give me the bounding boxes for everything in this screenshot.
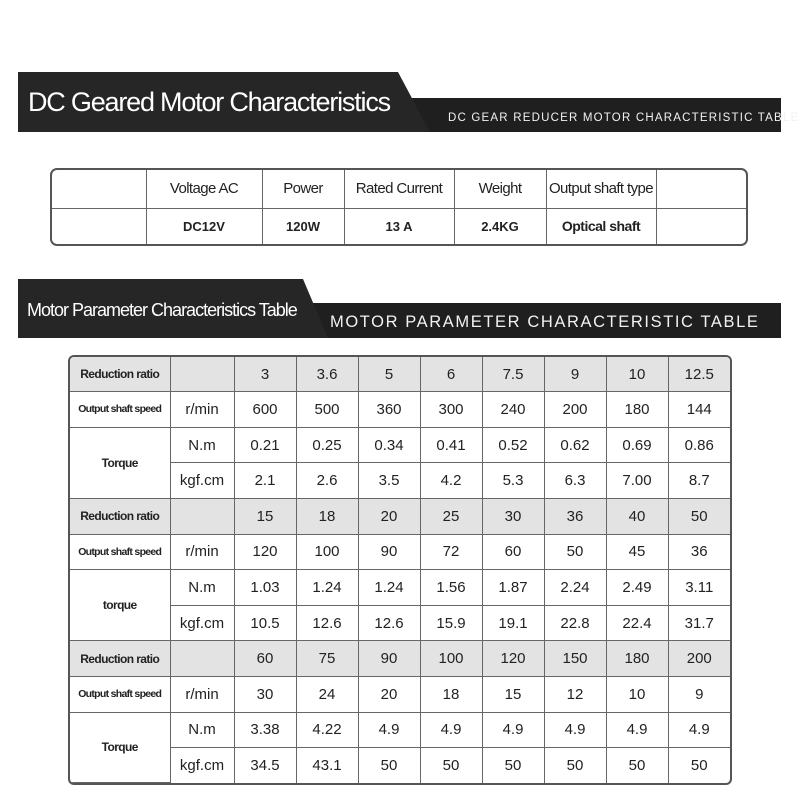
speed-value: 144 <box>668 392 730 428</box>
speed-value: 18 <box>420 677 482 713</box>
spec-header-row <box>52 170 746 208</box>
ratio-value: 60 <box>234 641 296 677</box>
ratio-value: 120 <box>482 641 544 677</box>
torque-label: torque <box>70 570 170 641</box>
torque-kgf-value: 4.2 <box>420 463 482 499</box>
torque-unit-kgf: kgf.cm <box>170 748 234 783</box>
ratio-value: 18 <box>296 498 358 534</box>
output-speed-row <box>70 677 730 713</box>
torque-kgf-value: 50 <box>358 748 420 783</box>
output-speed-row <box>70 392 730 428</box>
torque-nm-value: 1.24 <box>296 570 358 606</box>
torque-kgf-value: 8.7 <box>668 463 730 499</box>
spec-header-weight: Weight <box>454 170 546 208</box>
spec-empty-cell <box>656 170 746 208</box>
torque-nm-value: 4.9 <box>544 712 606 748</box>
torque-nm-row <box>70 570 730 606</box>
spec-empty-cell <box>52 170 146 208</box>
page-subtitle: DC GEAR REDUCER MOTOR CHARACTERISTIC TABLE <box>448 112 800 124</box>
torque-kgf-value: 22.4 <box>606 605 668 641</box>
spec-table <box>52 170 746 244</box>
torque-nm-value: 0.34 <box>358 427 420 463</box>
speed-value: 24 <box>296 677 358 713</box>
speed-value: 72 <box>420 534 482 570</box>
spec-value-voltage: DC12V <box>146 208 262 244</box>
param-title: Motor Parameter Characteristics Table <box>27 300 297 320</box>
output-speed-row <box>70 534 730 570</box>
ratio-value: 40 <box>606 498 668 534</box>
spec-value-weight: 2.4KG <box>454 208 546 244</box>
torque-nm-value: 2.24 <box>544 570 606 606</box>
reduction-ratio-row <box>70 357 730 392</box>
reduction-ratio-label: Reduction ratio <box>70 357 170 392</box>
torque-kgf-value: 50 <box>668 748 730 783</box>
torque-unit-kgf: kgf.cm <box>170 463 234 499</box>
speed-unit: r/min <box>170 534 234 570</box>
speed-value: 36 <box>668 534 730 570</box>
torque-unit-nm: N.m <box>170 712 234 748</box>
torque-nm-value: 4.9 <box>668 712 730 748</box>
torque-nm-value: 1.87 <box>482 570 544 606</box>
param-table-frame <box>68 355 732 785</box>
ratio-value: 6 <box>420 357 482 392</box>
torque-nm-value: 1.03 <box>234 570 296 606</box>
torque-kgf-value: 12.6 <box>358 605 420 641</box>
ratio-value: 20 <box>358 498 420 534</box>
torque-kgf-value: 2.6 <box>296 463 358 499</box>
speed-value: 50 <box>544 534 606 570</box>
spec-value-shaft: Optical shaft <box>546 208 656 244</box>
torque-nm-value: 0.86 <box>668 427 730 463</box>
reduction-ratio-row <box>70 498 730 534</box>
spec-header-shaft: Output shaft type <box>546 170 656 208</box>
speed-value: 15 <box>482 677 544 713</box>
spec-value-current: 13 A <box>344 208 454 244</box>
torque-kgf-value: 43.1 <box>296 748 358 783</box>
torque-nm-value: 1.56 <box>420 570 482 606</box>
speed-value: 100 <box>296 534 358 570</box>
spec-header-current: Rated Current <box>344 170 454 208</box>
main-title-banner <box>18 72 800 132</box>
speed-value: 60 <box>482 534 544 570</box>
torque-nm-value: 0.69 <box>606 427 668 463</box>
torque-kgf-value: 50 <box>544 748 606 783</box>
empty-cell <box>170 641 234 677</box>
torque-kgf-value: 15.9 <box>420 605 482 641</box>
param-subtitle: MOTOR PARAMETER CHARACTERISTIC TABLE <box>330 313 760 331</box>
torque-label: Torque <box>70 712 170 782</box>
torque-kgf-value: 12.6 <box>296 605 358 641</box>
speed-value: 45 <box>606 534 668 570</box>
torque-nm-value: 4.9 <box>606 712 668 748</box>
torque-nm-value: 4.9 <box>420 712 482 748</box>
torque-nm-value: 0.62 <box>544 427 606 463</box>
speed-value: 600 <box>234 392 296 428</box>
ratio-value: 5 <box>358 357 420 392</box>
torque-nm-value: 0.25 <box>296 427 358 463</box>
torque-unit-kgf: kgf.cm <box>170 605 234 641</box>
speed-value: 9 <box>668 677 730 713</box>
speed-value: 20 <box>358 677 420 713</box>
torque-kgf-value: 50 <box>606 748 668 783</box>
torque-kgf-value: 31.7 <box>668 605 730 641</box>
torque-nm-value: 0.41 <box>420 427 482 463</box>
speed-unit: r/min <box>170 392 234 428</box>
ratio-value: 3.6 <box>296 357 358 392</box>
ratio-value: 180 <box>606 641 668 677</box>
torque-unit-nm: N.m <box>170 427 234 463</box>
ratio-value: 50 <box>668 498 730 534</box>
torque-nm-value: 4.9 <box>482 712 544 748</box>
speed-value: 90 <box>358 534 420 570</box>
ratio-value: 10 <box>606 357 668 392</box>
empty-cell <box>170 498 234 534</box>
torque-nm-value: 1.24 <box>358 570 420 606</box>
speed-value: 360 <box>358 392 420 428</box>
spec-value-row <box>52 208 746 244</box>
spec-value-power: 120W <box>262 208 344 244</box>
spec-empty-cell <box>656 208 746 244</box>
torque-kgf-value: 5.3 <box>482 463 544 499</box>
reduction-ratio-row <box>70 641 730 677</box>
speed-unit: r/min <box>170 677 234 713</box>
ratio-value: 30 <box>482 498 544 534</box>
torque-kgf-value: 50 <box>482 748 544 783</box>
torque-label: Torque <box>70 427 170 498</box>
spec-header-power: Power <box>262 170 344 208</box>
speed-value: 300 <box>420 392 482 428</box>
torque-nm-value: 2.49 <box>606 570 668 606</box>
speed-value: 180 <box>606 392 668 428</box>
speed-value: 240 <box>482 392 544 428</box>
spec-table-frame <box>50 168 748 246</box>
ratio-value: 36 <box>544 498 606 534</box>
spec-empty-cell <box>52 208 146 244</box>
torque-nm-value: 0.21 <box>234 427 296 463</box>
reduction-ratio-label: Reduction ratio <box>70 498 170 534</box>
spec-header-voltage: Voltage AC <box>146 170 262 208</box>
torque-nm-row <box>70 427 730 463</box>
ratio-value: 150 <box>544 641 606 677</box>
torque-nm-value: 0.52 <box>482 427 544 463</box>
output-speed-label: Output shaft speed <box>70 534 170 570</box>
speed-value: 500 <box>296 392 358 428</box>
speed-value: 30 <box>234 677 296 713</box>
torque-kgf-value: 19.1 <box>482 605 544 641</box>
speed-value: 10 <box>606 677 668 713</box>
ratio-value: 100 <box>420 641 482 677</box>
torque-kgf-value: 10.5 <box>234 605 296 641</box>
torque-kgf-value: 34.5 <box>234 748 296 783</box>
torque-nm-row <box>70 712 730 748</box>
ratio-value: 12.5 <box>668 357 730 392</box>
ratio-value: 200 <box>668 641 730 677</box>
torque-unit-nm: N.m <box>170 570 234 606</box>
ratio-value: 7.5 <box>482 357 544 392</box>
param-title-banner <box>18 279 781 338</box>
output-speed-label: Output shaft speed <box>70 677 170 713</box>
torque-kgf-value: 22.8 <box>544 605 606 641</box>
torque-kgf-value: 2.1 <box>234 463 296 499</box>
reduction-ratio-label: Reduction ratio <box>70 641 170 677</box>
page-title: DC Geared Motor Characteristics <box>28 87 390 117</box>
torque-kgf-value: 7.00 <box>606 463 668 499</box>
ratio-value: 3 <box>234 357 296 392</box>
ratio-value: 9 <box>544 357 606 392</box>
torque-nm-value: 3.38 <box>234 712 296 748</box>
ratio-value: 75 <box>296 641 358 677</box>
torque-nm-value: 3.11 <box>668 570 730 606</box>
ratio-value: 15 <box>234 498 296 534</box>
ratio-value: 25 <box>420 498 482 534</box>
torque-nm-value: 4.22 <box>296 712 358 748</box>
ratio-value: 90 <box>358 641 420 677</box>
speed-value: 120 <box>234 534 296 570</box>
speed-value: 200 <box>544 392 606 428</box>
speed-value: 12 <box>544 677 606 713</box>
torque-kgf-value: 3.5 <box>358 463 420 499</box>
torque-kgf-value: 50 <box>420 748 482 783</box>
torque-nm-value: 4.9 <box>358 712 420 748</box>
output-speed-label: Output shaft speed <box>70 392 170 428</box>
empty-cell <box>170 357 234 392</box>
param-table <box>70 357 730 783</box>
torque-kgf-value: 6.3 <box>544 463 606 499</box>
